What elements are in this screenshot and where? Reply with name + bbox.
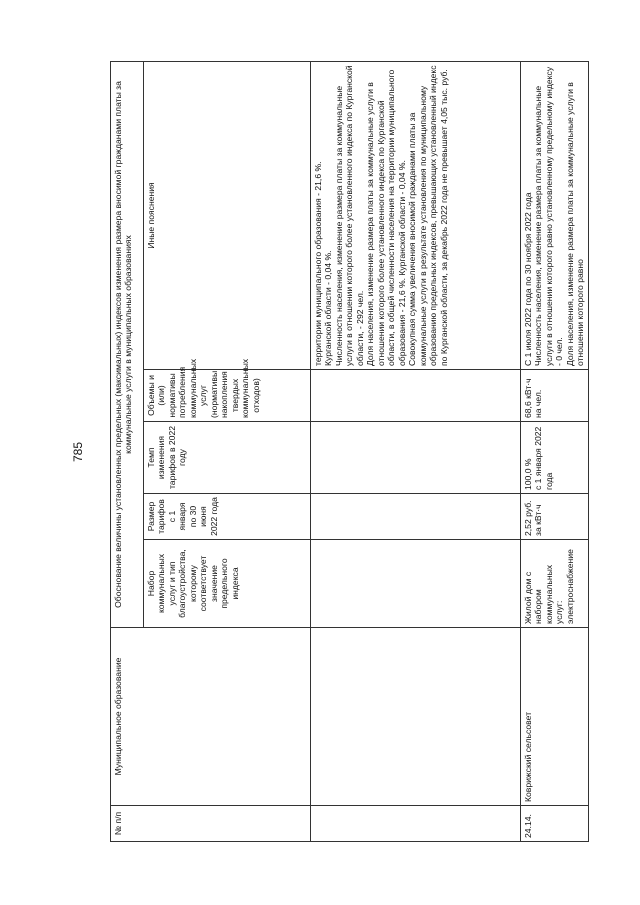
cell-volumes: 68,6 кВт·ч на чел. xyxy=(521,370,589,422)
cell-tariff-rate xyxy=(311,422,521,494)
set-title: Жилой дом с набором коммунальных услуг: xyxy=(523,564,565,624)
cell-num xyxy=(311,806,521,842)
cell-municipality: Коврижский сельсовет xyxy=(521,628,589,806)
header-notes: Иные пояснения xyxy=(144,62,311,370)
cell-notes: С 1 июля 2022 года по 30 ноября 2022 года Численность населения, изменение размера платы за коммунальные услуги в отношении которого равно установленному предельному индексу - 0 чел. Доля населения, изменение размера платы за коммунальные услуги в отношении которого равно xyxy=(521,62,589,370)
cell-volumes xyxy=(311,370,521,422)
header-tariff-rate: Темп изменения тарифов в 2022 году xyxy=(144,422,311,494)
cell-notes: территории муниципального образования - 21,6 %. Курганской области - 0,04 %. Численность населения, изменение размера платы за коммунальные услуги в отношении которого более установленного индекса по Курганской области, - 292 чел. Доля населения, изменение размера платы за коммунальные услуги в отношении которого более установленного индекса по Курганской области, в общей численности населения на территории муниципального образования - 21,6 %. Курганской области - 0,04 %. Совокупная сумма увеличения вносимой гражданами платы за коммунальные услуги в результате установления по муниципальному образованию предельных индексов, превышающих установленный индекс по Курганской области, за декабрь 2022 года не превышает 4,05 тыс. руб. xyxy=(311,62,521,370)
cell-num: 24.14. xyxy=(521,806,589,842)
tariff-rate-value: 100,0 % xyxy=(523,458,533,490)
table-row xyxy=(311,62,521,842)
cell-set xyxy=(521,540,589,628)
header-group: Обоснование величины установленных предельных (максимальных) индексов изменения размера вносимой гражданами платы за коммунальные услуги в муниципальных образованиях xyxy=(111,62,144,628)
tariff-rate-period: с 1 января 2022 года xyxy=(533,426,554,490)
header-num: № п/п xyxy=(111,806,311,842)
cell-tariff-size: 2,52 руб. за кВт·ч xyxy=(521,494,589,540)
cell-tariff-rate xyxy=(521,422,589,494)
rotated-table-container xyxy=(110,62,608,842)
cell-municipality xyxy=(311,628,521,806)
tariff-table xyxy=(110,61,589,842)
header-municipality: Муниципальное образование xyxy=(111,628,311,806)
cell-set xyxy=(311,540,521,628)
set-item: электроснабжение xyxy=(564,549,575,624)
cell-tariff-size xyxy=(311,494,521,540)
table-row xyxy=(521,62,589,842)
page-number: 785 xyxy=(71,441,85,463)
header-volumes: Объемы и (или) нормативы потребления коммунальных услуг (нормативы накопления твердых коммунальных отходов) xyxy=(144,370,311,422)
header-set: Набор коммунальных услуг и тип благоустройства, которому соответствует значение предельного индекса xyxy=(144,540,311,628)
header-tariff-size: Размер тарифов с 1 января по 30 июня 2022 года xyxy=(144,494,311,540)
